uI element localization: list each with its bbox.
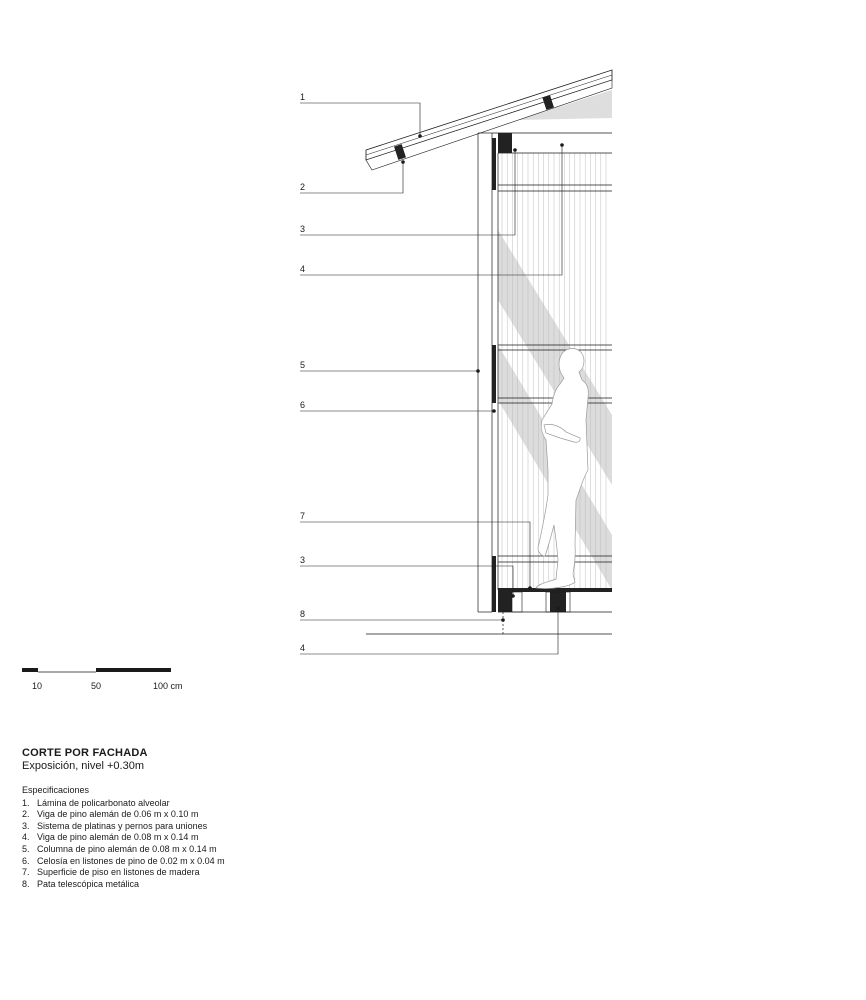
callout-4-bottom: 4 bbox=[300, 643, 306, 653]
scale-label-100: 100 cm bbox=[153, 681, 183, 691]
spec-number: 1. bbox=[22, 797, 30, 808]
spec-number: 5. bbox=[22, 843, 30, 854]
callout-1: 1 bbox=[300, 92, 306, 102]
floor-plate bbox=[498, 588, 612, 592]
spec-item bbox=[22, 867, 422, 879]
drawing-title: CORTE POR FACHADA bbox=[22, 747, 148, 759]
scale-label-50: 50 bbox=[91, 681, 102, 691]
spec-text: Viga de pino alemán de 0.06 m x 0.10 m bbox=[37, 809, 199, 820]
plate-mid-column bbox=[492, 345, 496, 403]
spec-text: Viga de pino alemán de 0.08 m x 0.14 m bbox=[37, 832, 199, 843]
spec-text: Sistema de platinas y pernos para uniones bbox=[37, 820, 208, 831]
plate-floor-left bbox=[498, 592, 512, 612]
title-block bbox=[22, 747, 422, 772]
callout-numbers bbox=[300, 92, 305, 653]
spec-number: 2. bbox=[22, 809, 30, 820]
scale-bar-segment-2 bbox=[96, 668, 171, 672]
scale-label-10: 10 bbox=[32, 681, 43, 691]
spec-number: 3. bbox=[22, 820, 30, 831]
plate-bottom-column bbox=[492, 556, 496, 612]
spec-item bbox=[22, 821, 422, 833]
spec-text: Superficie de piso en listones de madera bbox=[37, 867, 200, 878]
spec-item bbox=[22, 879, 422, 891]
callout-8: 8 bbox=[300, 609, 306, 619]
spec-number: 8. bbox=[22, 878, 30, 889]
scale-bar-segment-1 bbox=[22, 668, 38, 672]
spec-number: 4. bbox=[22, 832, 30, 843]
spec-text: Lámina de policarbonato alveolar bbox=[37, 797, 170, 808]
roof-assembly bbox=[366, 70, 612, 170]
drawing-subtitle: Exposición, nivel +0.30m bbox=[22, 760, 144, 772]
callout-2: 2 bbox=[300, 182, 306, 192]
spec-text: Pata telescópica metálica bbox=[37, 878, 140, 889]
specifications-heading: Especificaciones bbox=[22, 785, 90, 795]
callout-6: 6 bbox=[300, 400, 306, 410]
spec-item bbox=[22, 856, 422, 868]
callout-4: 4 bbox=[300, 264, 306, 274]
scale-bar bbox=[22, 668, 183, 691]
callout-7: 7 bbox=[300, 511, 306, 521]
callout-3-bottom: 3 bbox=[300, 555, 306, 565]
spec-item bbox=[22, 809, 422, 821]
specifications-list bbox=[22, 785, 422, 890]
spec-number: 7. bbox=[22, 867, 30, 878]
spec-number: 6. bbox=[22, 855, 30, 866]
plate-top-column bbox=[492, 138, 496, 190]
callout-5: 5 bbox=[300, 360, 306, 370]
spec-text: Columna de pino alemán de 0.08 m x 0.14 m bbox=[37, 843, 217, 854]
spec-text: Celosía en listones de pino de 0.02 m x 0.04 m bbox=[37, 855, 225, 866]
plate-top-left bbox=[498, 133, 512, 153]
spec-item bbox=[22, 798, 422, 810]
spec-item bbox=[22, 844, 422, 856]
callout-3: 3 bbox=[300, 224, 306, 234]
spec-item bbox=[22, 832, 422, 844]
